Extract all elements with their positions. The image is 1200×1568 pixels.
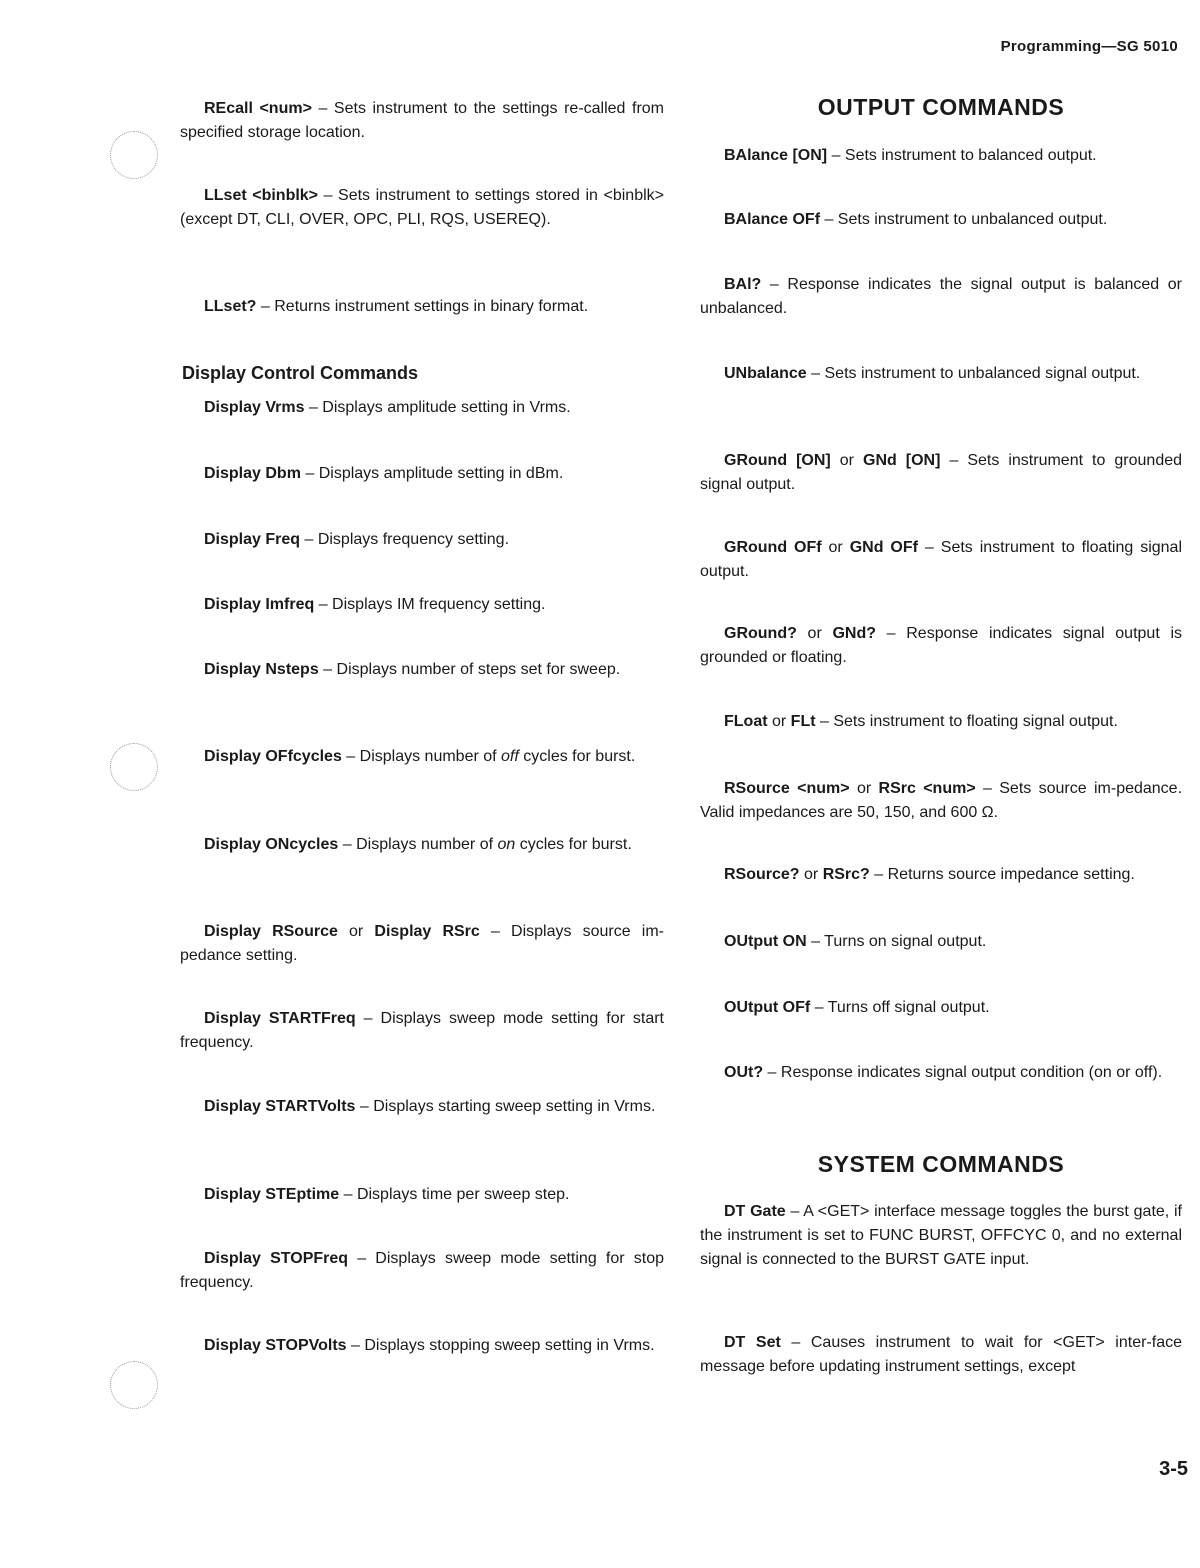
command-entry-ground-on — [700, 449, 1182, 497]
emphasis-text: on — [497, 836, 516, 853]
connector-text: or — [830, 452, 863, 469]
command-description: – Displays amplitude setting in Vrms. — [304, 399, 571, 416]
command-description: – Displays number of — [341, 748, 502, 765]
command-argument: <binblk> — [246, 187, 319, 204]
command-name: Display Freq — [204, 531, 301, 548]
command-entry-display-oncycles — [180, 833, 664, 857]
command-entry-display-nsteps — [180, 658, 664, 682]
command-entry-dt-set — [700, 1331, 1182, 1379]
command-entry-rsource — [700, 777, 1182, 825]
command-name-alias: FLt — [790, 713, 816, 730]
command-entry-output-on — [700, 930, 1182, 954]
command-name-alias: GNd OFf — [849, 539, 918, 556]
section-heading-system: SYSTEM COMMANDS — [817, 1151, 1065, 1177]
command-description: – Displays number of steps set for sweep. — [318, 661, 621, 678]
command-name: RSource? — [724, 866, 800, 883]
command-description: – Response indicates signal output is grounded or floating. — [700, 625, 1182, 666]
command-description: – Sets instrument to balanced output. — [827, 147, 1097, 164]
punch-hole-mark — [110, 1361, 158, 1409]
command-entry-dt-gate — [700, 1200, 1182, 1272]
command-name: OUtput OFf — [724, 999, 811, 1016]
command-name: Display STARTFreq — [204, 1010, 356, 1027]
emphasis-text: off — [501, 748, 519, 765]
command-entry-float — [700, 710, 1182, 734]
command-entry-display-imfreq — [180, 593, 664, 617]
command-entry-balance-on — [700, 144, 1182, 168]
command-entry-display-rsource — [180, 920, 664, 968]
command-description: – Displays sweep mode setting for start frequency. — [180, 1010, 665, 1051]
page-number: 3-5 — [1159, 1458, 1188, 1480]
command-name-alias: GNd [ON] — [863, 452, 941, 469]
command-name: GRound OFf — [724, 539, 822, 556]
command-description: – Displays source im-pedance setting. — [180, 923, 664, 964]
connector-text: or — [767, 713, 791, 730]
command-entry-display-offcycles — [180, 745, 664, 769]
connector-text: or — [796, 625, 833, 642]
command-description: – A <GET> interface message toggles the burst gate, if the instrument is set to FUNC BURST, OFFCYC 0, and no external signal is connected to the BURST GATE input. — [700, 1203, 1182, 1268]
command-description: – Sets source im-pedance. Valid impedances are 50, 150, and 600 Ω. — [700, 780, 1183, 821]
command-entry-unbalance — [700, 362, 1182, 386]
command-argument: <num> — [252, 100, 312, 117]
command-entry-display-steptime — [180, 1183, 664, 1207]
connector-text: or — [821, 539, 850, 556]
command-description: – Displays IM frequency setting. — [314, 596, 546, 613]
punch-hole-mark — [110, 131, 158, 179]
command-entry-llset — [180, 184, 664, 232]
command-name: OUtput ON — [724, 933, 807, 950]
section-heading-output: OUTPUT COMMANDS — [817, 94, 1065, 120]
command-name: GRound? — [724, 625, 797, 642]
command-description: cycles for burst. — [518, 748, 636, 765]
command-entry-ground-query — [700, 622, 1182, 670]
command-entry-display-freq — [180, 528, 664, 552]
command-description: – Sets instrument to floating signal output. — [815, 713, 1118, 730]
command-entry-balance-off — [700, 208, 1182, 232]
command-name: Display STOPFreq — [204, 1250, 349, 1267]
command-name: Display STARTVolts — [204, 1098, 356, 1115]
command-description: – Sets instrument to floating signal output. — [700, 539, 1182, 580]
command-description: – Returns instrument settings in binary format. — [256, 298, 589, 315]
command-entry-bal-query — [700, 273, 1182, 321]
command-entry-llset-query — [180, 295, 664, 319]
punch-hole-mark — [110, 743, 158, 791]
command-description: – Displays time per sweep step. — [339, 1186, 570, 1203]
command-name: Display ONcycles — [204, 836, 339, 853]
command-name-alias: Display RSrc — [374, 923, 480, 940]
command-description: – Sets instrument to the settings re-called from specified storage location. — [180, 100, 665, 141]
command-entry-out-query — [700, 1061, 1182, 1085]
command-name: FLoat — [724, 713, 768, 730]
command-description: – Displays frequency setting. — [300, 531, 510, 548]
command-entry-display-startfreq — [180, 1007, 664, 1055]
command-name: OUt? — [724, 1064, 764, 1081]
command-description: – Displays number of — [338, 836, 498, 853]
command-name-alias: RSrc — [878, 780, 916, 797]
subsection-heading: Display Control Commands — [182, 363, 419, 383]
command-entry-ground-off — [700, 536, 1182, 584]
command-name: BAlance OFf — [724, 211, 821, 228]
command-entry-display-startvolts — [180, 1095, 664, 1119]
command-name: BAl? — [724, 276, 762, 293]
command-entry-output-off — [700, 996, 1182, 1020]
command-description: – Sets instrument to grounded signal output. — [700, 452, 1183, 493]
command-description: – Displays sweep mode setting for stop frequency. — [180, 1250, 664, 1291]
command-description: – Displays stopping sweep setting in Vrms. — [346, 1337, 655, 1354]
command-description: – Returns source impedance setting. — [869, 866, 1135, 883]
command-name: RSource — [724, 780, 790, 797]
connector-text: or — [849, 780, 879, 797]
command-name: UNbalance — [724, 365, 807, 382]
command-description: cycles for burst. — [515, 836, 632, 853]
command-name: LLset? — [204, 298, 257, 315]
command-argument: <num> — [789, 780, 850, 797]
command-name: REcall — [204, 100, 253, 117]
command-entry-recall — [180, 97, 664, 145]
command-description: – Response indicates signal output condition (on or off). — [763, 1064, 1163, 1081]
command-name: GRound [ON] — [724, 452, 831, 469]
command-name: Display STEptime — [204, 1186, 340, 1203]
command-name: Display OFfcycles — [204, 748, 342, 765]
command-entry-display-dbm — [180, 462, 664, 486]
command-name: Display Imfreq — [204, 596, 315, 613]
command-description: – Sets instrument to unbalanced output. — [820, 211, 1108, 228]
command-name: Display Nsteps — [204, 661, 319, 678]
command-argument: <num> — [915, 780, 976, 797]
command-description: – Causes instrument to wait for <GET> inter-face message before updating instrument settings, except — [700, 1334, 1183, 1375]
command-name: Display STOPVolts — [204, 1337, 347, 1354]
command-entry-display-stopfreq — [180, 1247, 664, 1295]
command-name: BAlance [ON] — [724, 147, 828, 164]
command-description: – Turns off signal output. — [810, 999, 990, 1016]
running-head: Programming—SG 5010 — [1000, 38, 1178, 55]
command-entry-display-stopvolts — [180, 1334, 664, 1358]
command-name: LLset — [204, 187, 247, 204]
command-name: Display Dbm — [204, 465, 301, 482]
command-description: – Response indicates the signal output is balanced or unbalanced. — [700, 276, 1182, 317]
connector-text: or — [337, 923, 375, 940]
command-description: – Sets instrument to unbalanced signal output. — [806, 365, 1141, 382]
command-entry-rsource-query — [700, 863, 1182, 887]
connector-text: or — [799, 866, 823, 883]
command-description: – Displays amplitude setting in dBm. — [300, 465, 564, 482]
command-name-alias: RSrc? — [822, 866, 870, 883]
command-name: DT Gate — [724, 1203, 786, 1220]
command-description: – Sets instrument to settings stored in <binblk> (except DT, CLI, OVER, OPC, PLI, RQS, USEREQ). — [180, 187, 664, 228]
command-entry-display-vrms — [180, 396, 664, 420]
command-name: Display Vrms — [204, 399, 305, 416]
command-name: DT Set — [724, 1334, 781, 1351]
command-description: – Turns on signal output. — [806, 933, 987, 950]
command-description: – Displays starting sweep setting in Vrms. — [355, 1098, 656, 1115]
command-name-alias: GNd? — [832, 625, 876, 642]
command-name: Display RSource — [204, 923, 338, 940]
